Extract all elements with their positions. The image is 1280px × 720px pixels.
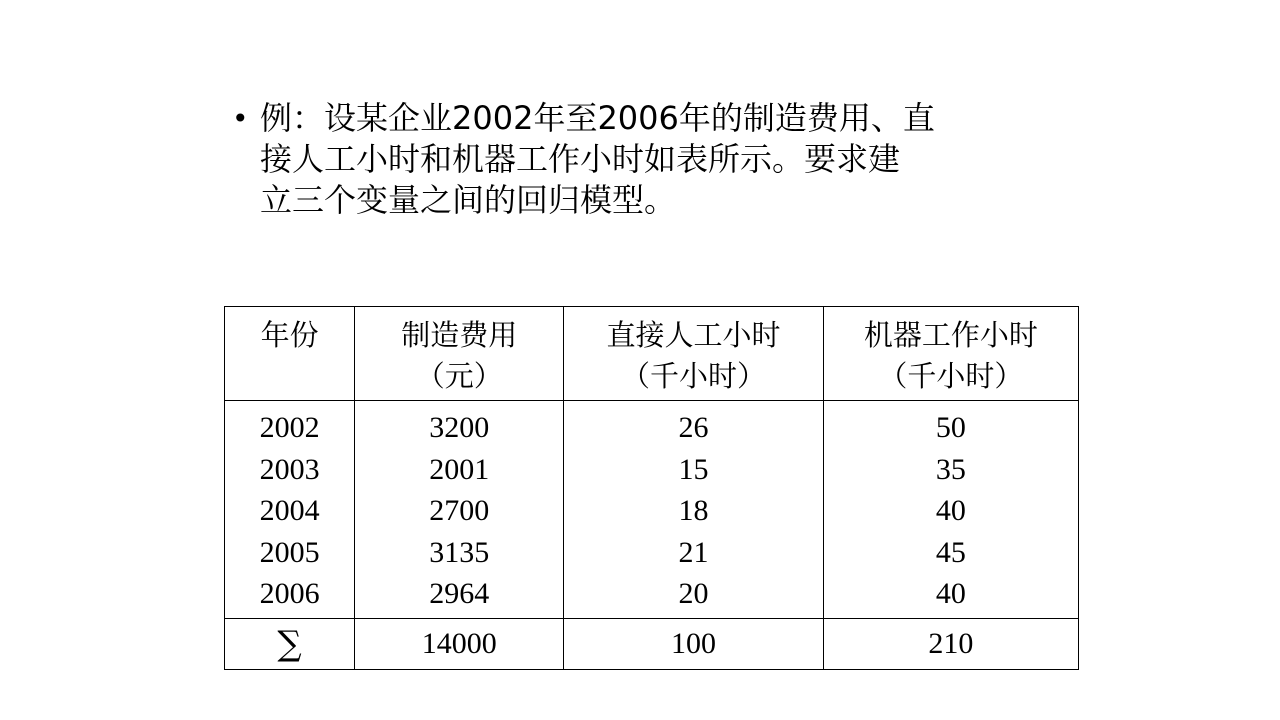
header-year bbox=[225, 307, 355, 401]
labor-column bbox=[564, 401, 823, 619]
year-cell: 2005 bbox=[259, 535, 320, 569]
data-table bbox=[224, 306, 1079, 670]
year-cell: 2002 bbox=[259, 411, 320, 444]
year-cell: 2006 bbox=[259, 577, 320, 610]
labor-cell: 15 bbox=[678, 452, 709, 486]
header-cost-unit: （元） bbox=[415, 359, 503, 393]
cost-cell: 2001 bbox=[429, 452, 490, 486]
cost-column bbox=[355, 401, 564, 619]
total-cost-cell: 14000 bbox=[355, 619, 564, 670]
labor-cell: 20 bbox=[678, 577, 709, 610]
machine-cell: 45 bbox=[935, 535, 966, 569]
header-cost bbox=[355, 307, 564, 401]
header-machine bbox=[823, 307, 1078, 401]
header-year-label: 年份 bbox=[260, 318, 319, 352]
table-header bbox=[225, 307, 1079, 401]
machine-cell: 50 bbox=[935, 411, 966, 444]
problem-statement bbox=[232, 98, 1032, 221]
labor-cell: 18 bbox=[678, 494, 709, 527]
cost-cell: 2964 bbox=[429, 577, 490, 610]
machine-cell: 35 bbox=[935, 452, 966, 486]
year-cell: 2003 bbox=[259, 452, 320, 486]
header-labor-unit: （千小时） bbox=[621, 359, 767, 393]
problem-line: 接人工小时和机器工作小时如表所示。要求建 bbox=[260, 140, 901, 178]
header-labor-label: 直接人工小时 bbox=[606, 318, 781, 352]
cost-cell: 3135 bbox=[429, 535, 490, 569]
machine-column bbox=[823, 401, 1078, 619]
table-total bbox=[225, 619, 1079, 670]
bullet-point: • bbox=[232, 102, 249, 135]
total-row bbox=[225, 619, 1079, 670]
year-column bbox=[225, 401, 355, 619]
total-labor-cell: 100 bbox=[564, 619, 823, 670]
sum-symbol-cell bbox=[225, 619, 355, 670]
table-row bbox=[225, 401, 1079, 619]
problem-text bbox=[260, 98, 1032, 221]
problem-line: 例：设某企业2002年至2006年的制造费用、直 bbox=[260, 99, 935, 137]
cost-cell: 2700 bbox=[429, 494, 490, 527]
labor-cell: 21 bbox=[678, 535, 709, 569]
header-row bbox=[225, 307, 1079, 401]
machine-cell: 40 bbox=[935, 494, 966, 527]
labor-cell: 26 bbox=[678, 411, 709, 444]
header-machine-unit: （千小时） bbox=[878, 359, 1024, 393]
cost-cell: 3200 bbox=[429, 411, 490, 444]
table-body bbox=[225, 401, 1079, 619]
header-machine-label: 机器工作小时 bbox=[863, 318, 1038, 352]
header-cost-label: 制造费用 bbox=[401, 318, 518, 352]
total-machine-cell: 210 bbox=[823, 619, 1078, 670]
problem-line: 立三个变量之间的回归模型。 bbox=[260, 181, 677, 219]
year-cell: 2004 bbox=[259, 494, 320, 527]
header-labor bbox=[564, 307, 823, 401]
machine-cell: 40 bbox=[935, 577, 966, 610]
sum-symbol: ∑ bbox=[277, 624, 302, 664]
